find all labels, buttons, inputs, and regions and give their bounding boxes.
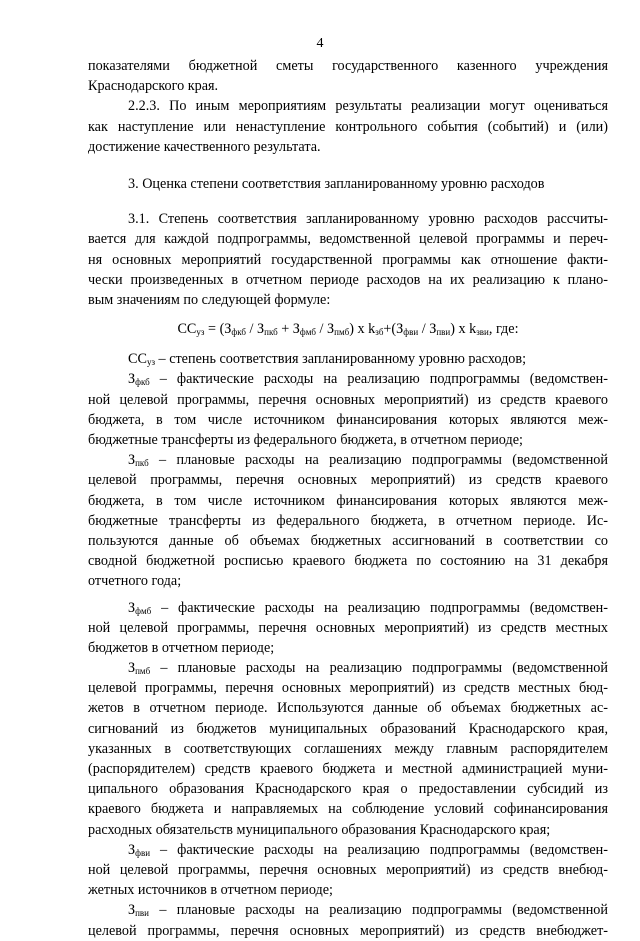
document-body <box>88 56 608 941</box>
text-line: сводной бюджетной росписью краевого бюджета по состоянию на 31 декабря <box>88 553 608 570</box>
text-line: ной целевой программы, перечня основных мероприятий) из средств местных <box>88 619 608 636</box>
page-number: 4 <box>316 36 324 51</box>
text-line: (распорядителем) средств краевого бюджета и местной администрацией муни- <box>88 761 608 777</box>
text-line: показателями бюджетной сметы государственного казенного учреждения <box>88 58 608 74</box>
text-line: вается для каждой подпрограммы, ведомственной целевой программы и переч- <box>88 231 608 248</box>
definition-pvi: $З_{пви}$ – плановые расходы на реализацию подпрограммы (ведомственной <box>128 902 608 919</box>
text-line: вым значениям по следующей формуле: <box>88 291 331 308</box>
text-line: целевой программы, перечня основных мероприятий) из средств внебюджет- <box>88 922 608 939</box>
text-line: пользуются данные об объемах бюджетных ассигнований в соответствии со <box>88 532 608 549</box>
definition-fvi: $З_{фви}$ – фактические расходы на реализацию подпрограммы (ведомствен- <box>128 841 608 858</box>
text-line: краевого бюджета и направляемых на соблюдение условий софинансирования <box>88 801 608 818</box>
text-line: чески произведенных в отчетном периоде расходов на их реализацию к плано- <box>88 271 608 288</box>
text-line: жетных источников в отчетном периоде; <box>88 882 333 899</box>
definition-pmb: $З_{пмб}$ – плановые расходы на реализацию подпрограммы (ведомственной <box>128 660 608 677</box>
text-line: ня основных мероприятий государственной программы как отношение факти- <box>88 251 608 268</box>
text-line: бюджета, в том числе источником финансирования которых являются меж- <box>88 411 608 428</box>
section-title: 3. Оценка степени соответствия запланированному уровню расходов <box>128 175 545 192</box>
text-line: указанных в соответствующих соглашениях между главным распорядителем <box>88 740 608 757</box>
text-line: 2.2.3. По иным мероприятиям результаты реализации могут оцениваться <box>128 98 608 115</box>
text-line: достижение качественного результата. <box>88 138 321 155</box>
definition-fmb: $З_{фмб}$ – фактические расходы на реализацию подпрограммы (ведомствен- <box>128 599 608 616</box>
text-line: целевой программы, перечня основных мероприятий) из средств краевого <box>88 472 608 489</box>
text-line: Краснодарского края. <box>88 78 219 95</box>
text-line: бюджета, в том числе источником финансирования которых являются меж- <box>88 492 608 509</box>
text-line: как наступление или ненаступление контрольного события (событий) и (или) <box>88 118 608 135</box>
definition-fkb: $З_{фкб}$ – фактические расходы на реализацию подпрограммы (ведомствен- <box>128 371 608 388</box>
text-line: ципального образования Краснодарского края о предоставлении субсидий из <box>88 781 608 798</box>
text-line: ной целевой программы, перечня основных мероприятий) из средств краевого <box>88 391 608 408</box>
definition-cc: $СС_{уз}$ – степень соответствия запланированному уровню расходов; <box>128 351 527 368</box>
text-line: жетов в отчетном периоде. Используются данные об объемах бюджетных ас- <box>88 700 608 717</box>
formula: $СС_{уз} = (З_{фкб} / З_{пкб} + З_{фмб} / З_{пмб})$ x $k_{зб}+(З_{фви} / З_{пви})$ x $k_{зви}$, где: <box>177 321 519 338</box>
text-line: целевой программы, перечня основных мероприятий) из средств местных бюд- <box>88 680 608 697</box>
text-line: бюджетные трансферты из федерального бюджета, в отчетном периоде. Ис- <box>88 512 608 529</box>
text-line: бюджетов в отчетном периоде; <box>88 639 275 656</box>
text-line: бюджетные трансферты из федерального бюджета, в отчетном периоде; <box>88 432 523 448</box>
definition-pkb: $З_{пкб}$ – плановые расходы на реализацию подпрограммы (ведомственной <box>128 452 608 469</box>
text-line: сигнований из бюджетов муниципальных образований Краснодарского края, <box>88 720 608 737</box>
text-line: отчетного года; <box>88 573 182 590</box>
text-line: ной целевой программы, перечня основных мероприятий) из средств внебюд- <box>88 861 608 878</box>
text-line: 3.1. Степень соответствия запланированному уровню расходов рассчиты- <box>128 211 608 228</box>
text-line: расходных обязательств муниципального образования Краснодарского края; <box>88 821 551 838</box>
